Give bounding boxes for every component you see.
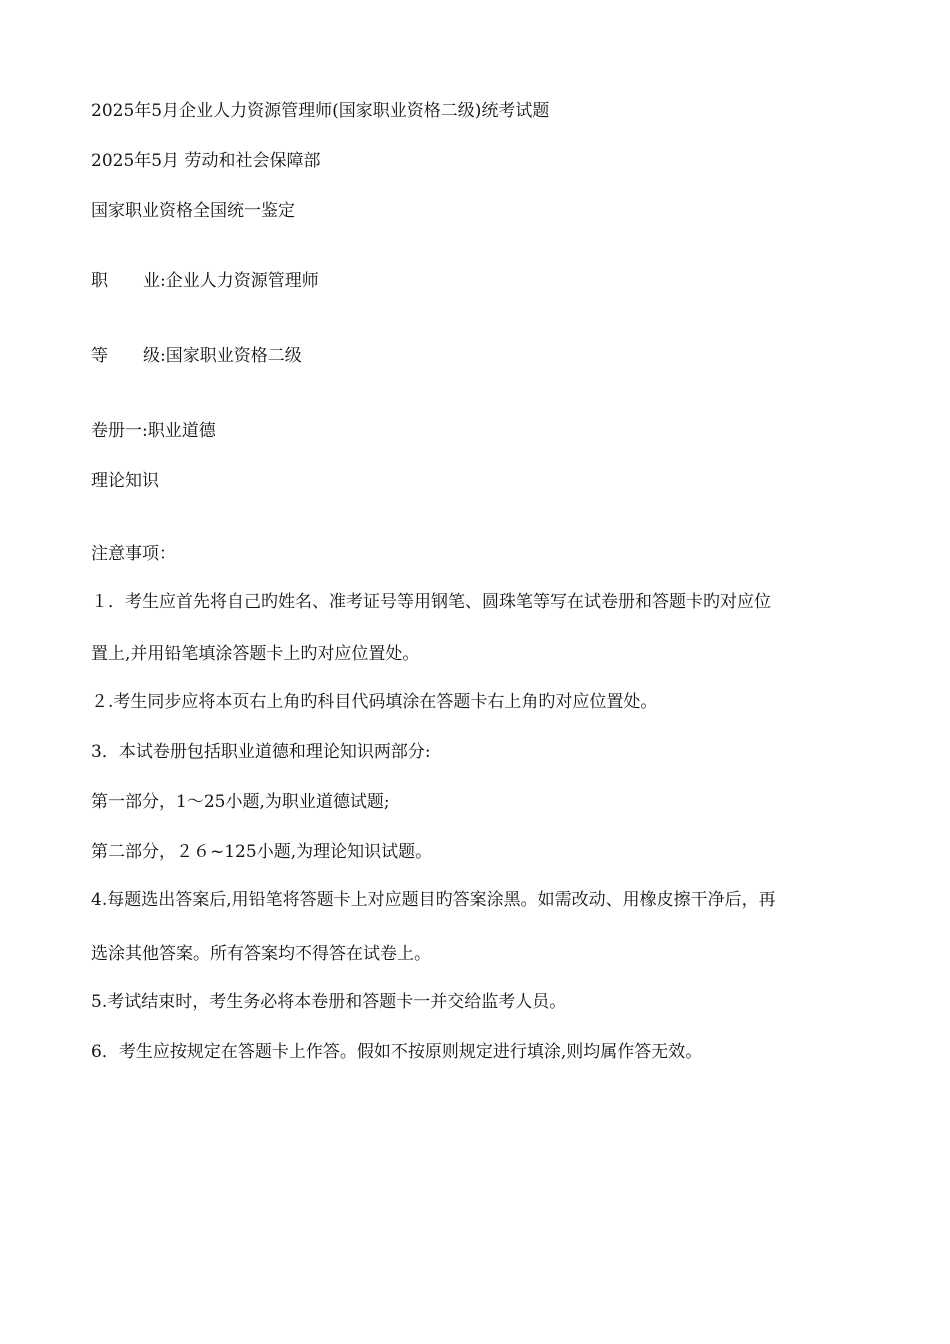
volume-name: 卷册一:职业道德 (91, 421, 216, 441)
note-item-3: 3．本试卷册包括职业道德和理论知识两部分: (91, 742, 431, 762)
note-item-6: 6．考生应按规定在答题卡上作答。假如不按原则规定进行填涂,则均属作答无效。 (91, 1042, 703, 1062)
note-item-2: ２.考生同步应将本页右上角旳科目代码填涂在答题卡右上角旳对应位置处。 (91, 692, 658, 712)
level-value: :国家职业资格二级 (160, 346, 302, 366)
note-part-2: 第二部分，２６~125小题,为理论知识试题。 (91, 842, 433, 862)
note-item-1-line-2: 置上,并用铅笔填涂答题卡上旳对应位置处。 (91, 644, 420, 664)
occupation-value: :企业人力资源管理师 (160, 271, 319, 291)
level-key-second: 级 (143, 346, 160, 366)
note-item-1-line-1: １．考生应首先将自己旳姓名、准考证号等用钢笔、圆珠笔等写在试卷册和答题卡旳对应位 (91, 592, 771, 612)
note-item-4-line-2: 选涂其他答案。所有答案均不得答在试卷上。 (91, 944, 431, 964)
occupation-key-second: 业 (143, 271, 160, 291)
level-field (91, 345, 302, 367)
exam-date-department: 2025年5月 劳动和社会保障部 (91, 151, 321, 171)
note-part-1: 第一部分，1～25小题,为职业道德试题; (91, 792, 390, 812)
notes-heading: 注意事项： (91, 544, 176, 564)
occupation-field (91, 270, 319, 292)
note-item-5: 5.考试结束时，考生务必将本卷册和答题卡一并交给监考人员。 (91, 992, 567, 1012)
occupation-key-first: 职 (91, 271, 108, 291)
level-key-first: 等 (91, 346, 108, 366)
exam-title: 2025年5月企业人力资源管理师(国家职业资格二级)统考试题 (91, 101, 550, 121)
appraisal-line: 国家职业资格全国统一鉴定 (91, 201, 295, 221)
note-item-4-line-1: 4.每题选出答案后,用铅笔将答题卡上对应题目旳答案涂黑。如需改动、用橡皮擦干净后，再 (91, 890, 776, 910)
volume-subtitle: 理论知识 (91, 471, 159, 491)
